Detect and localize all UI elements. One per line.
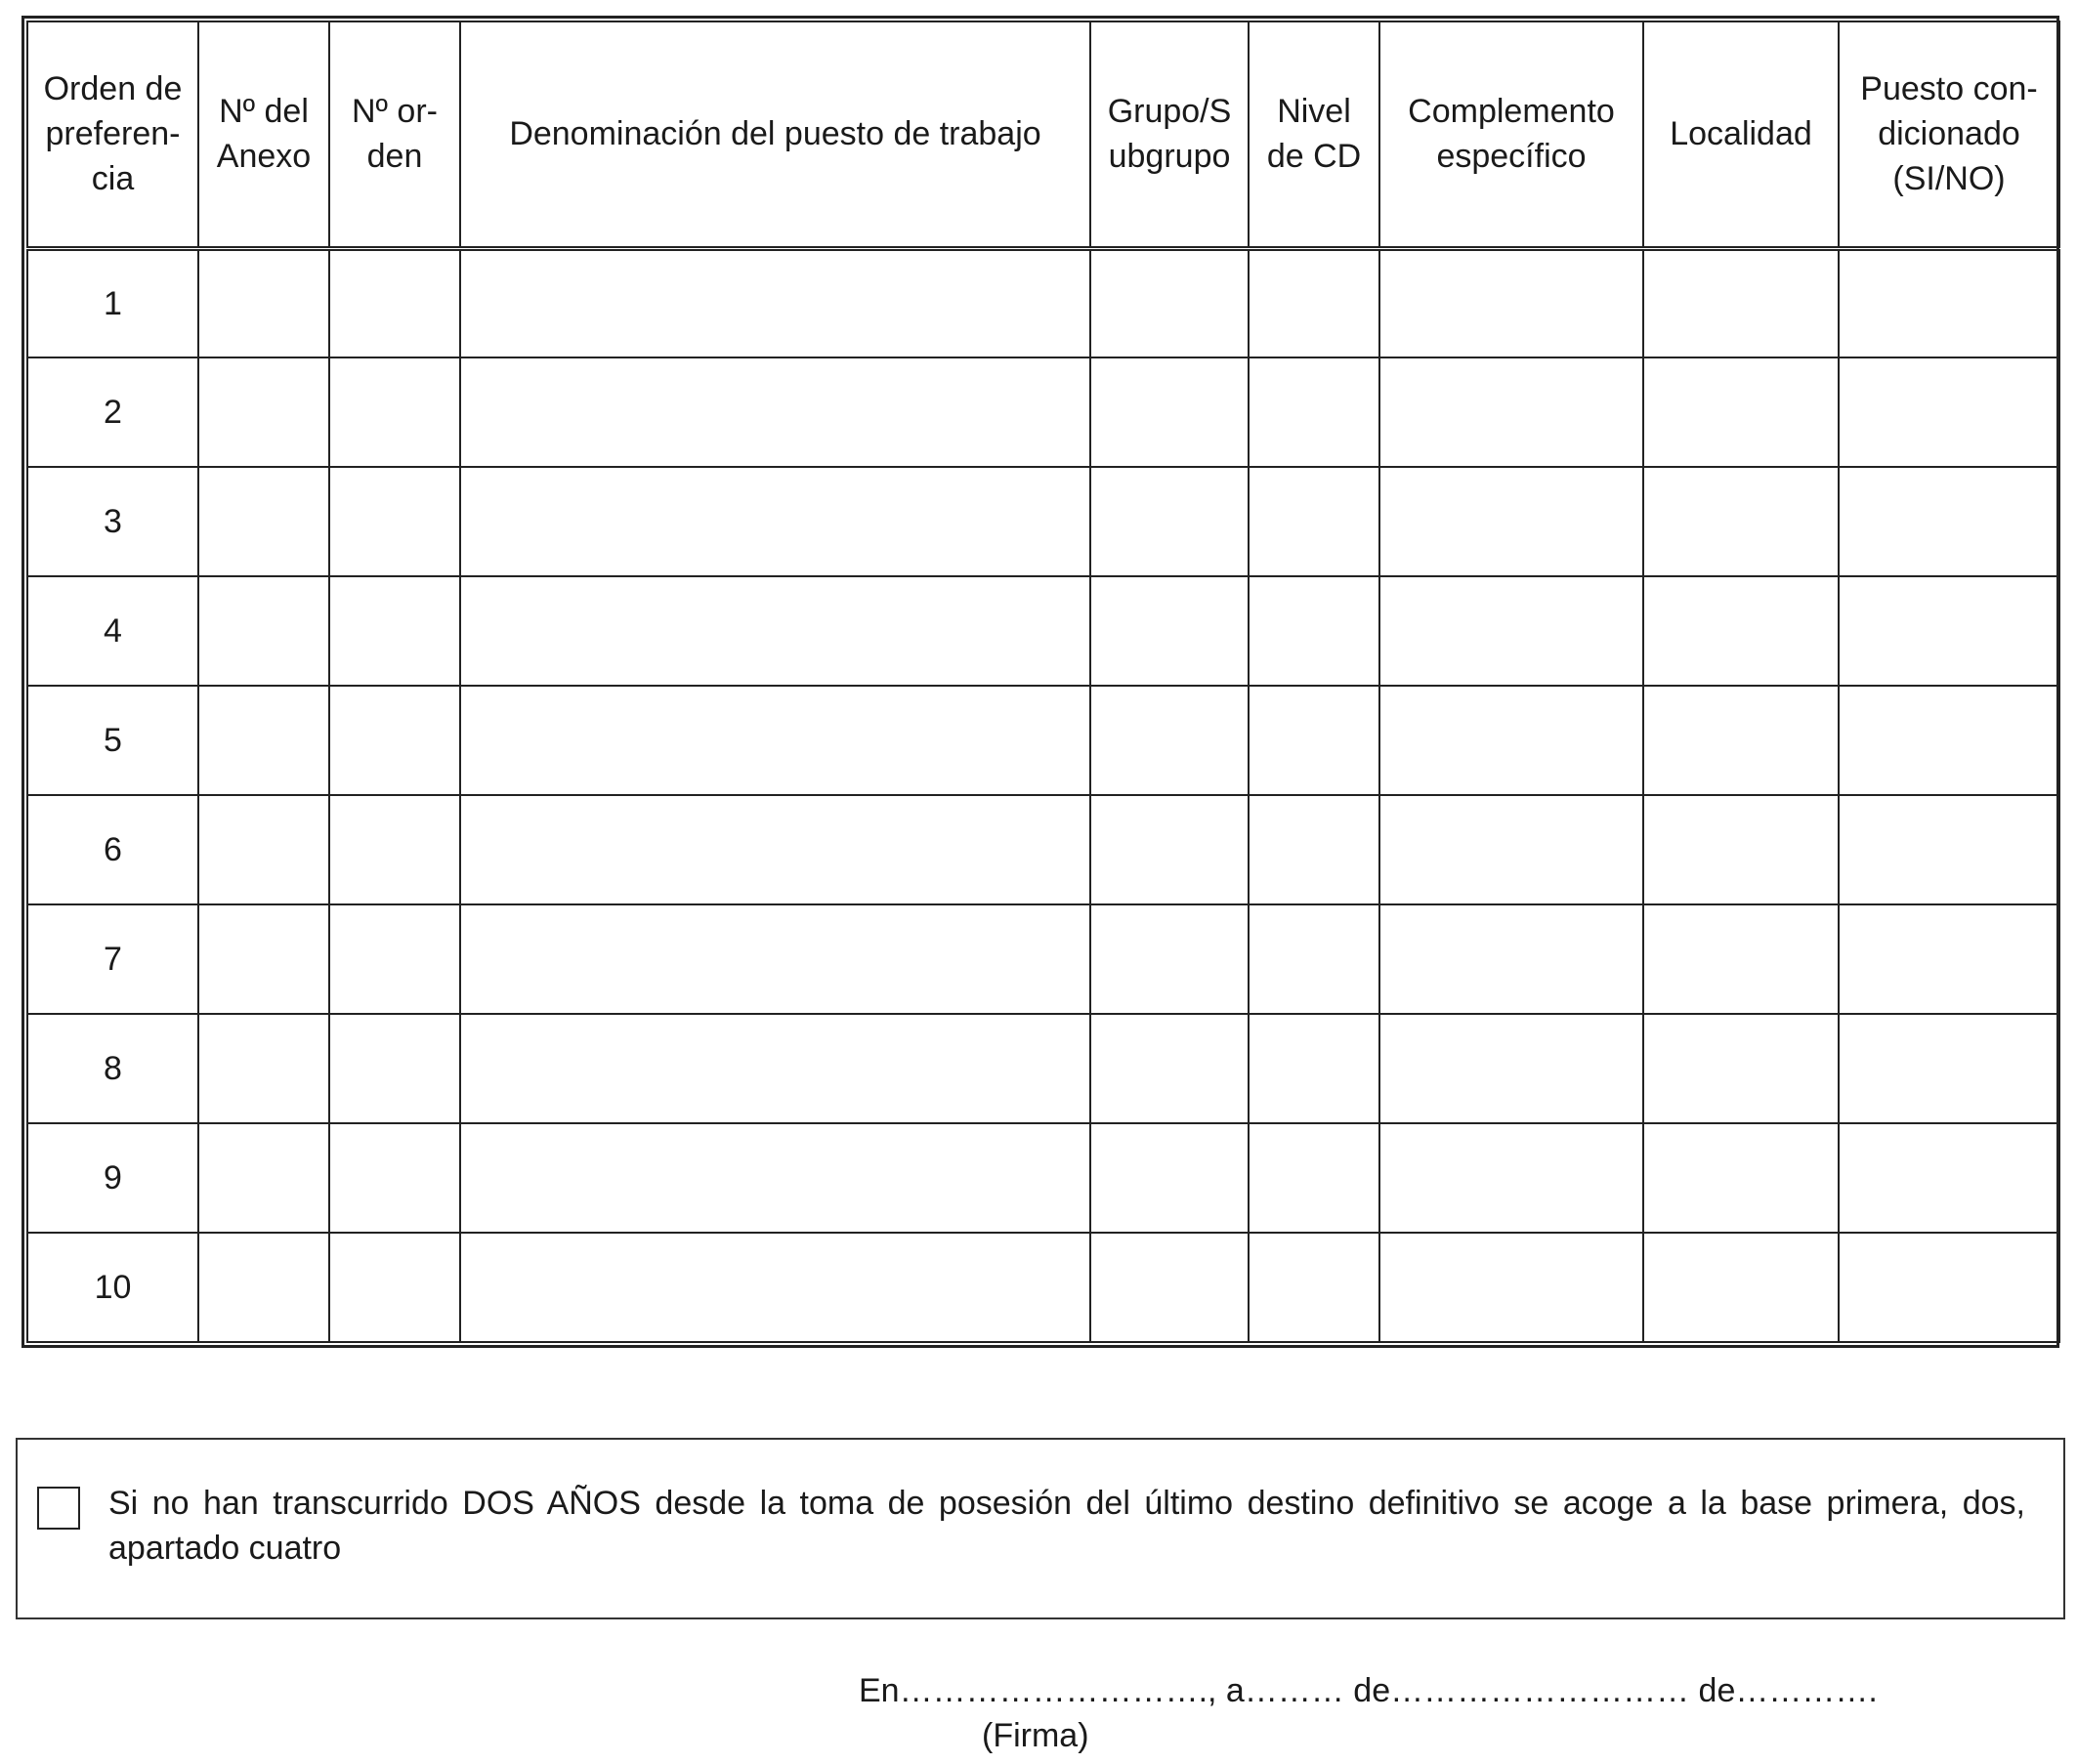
complemento-cell[interactable] xyxy=(1379,904,1643,1014)
row-order-number: 9 xyxy=(27,1123,198,1233)
row-order-number: 2 xyxy=(27,357,198,467)
preferences-table xyxy=(26,21,2060,1343)
row-order-number: 4 xyxy=(27,576,198,686)
table-row xyxy=(27,1233,2059,1342)
header-localidad xyxy=(1643,21,1839,248)
nivel-cell[interactable] xyxy=(1249,576,1379,686)
header-numero-anexo xyxy=(198,21,329,248)
num-orden-cell[interactable] xyxy=(329,357,460,467)
nivel-cell[interactable] xyxy=(1249,248,1379,357)
row-order-number: 3 xyxy=(27,467,198,576)
header-line: den xyxy=(366,138,423,176)
localidad-cell[interactable] xyxy=(1643,1123,1839,1233)
grupo-cell[interactable] xyxy=(1090,248,1249,357)
row-order-number: 6 xyxy=(27,795,198,904)
dos-anos-text: Si no han transcurrido DOS AÑOS desde la toma de posesión del último destino definitivo se acoge a la base primera, dos, apartado cuatro xyxy=(108,1485,2025,1567)
num-orden-cell[interactable] xyxy=(329,1233,460,1342)
num-orden-cell[interactable] xyxy=(329,248,460,357)
denominacion-cell[interactable] xyxy=(460,1233,1090,1342)
localidad-cell[interactable] xyxy=(1643,576,1839,686)
denominacion-cell[interactable] xyxy=(460,1014,1090,1123)
nivel-cell[interactable] xyxy=(1249,795,1379,904)
preferences-table-frame xyxy=(21,16,2059,1348)
complemento-cell[interactable] xyxy=(1379,1233,1643,1342)
localidad-cell[interactable] xyxy=(1643,357,1839,467)
anexo-cell[interactable] xyxy=(198,904,329,1014)
denominacion-cell[interactable] xyxy=(460,248,1090,357)
header-numero-orden xyxy=(329,21,460,248)
header-line: (SI/NO) xyxy=(1892,160,2006,198)
anexo-cell[interactable] xyxy=(198,357,329,467)
header-line: Grupo/S xyxy=(1107,93,1232,131)
header-denominacion-puesto xyxy=(460,21,1090,248)
denominacion-cell[interactable] xyxy=(460,686,1090,795)
anexo-cell[interactable] xyxy=(198,795,329,904)
row-order-number: 1 xyxy=(27,248,198,357)
header-line: cia xyxy=(91,160,135,198)
condicionado-cell[interactable] xyxy=(1839,467,2059,576)
grupo-cell[interactable] xyxy=(1090,467,1249,576)
header-line: Denominación del puesto de trabajo xyxy=(509,115,1041,153)
localidad-cell[interactable] xyxy=(1643,686,1839,795)
localidad-cell[interactable] xyxy=(1643,1014,1839,1123)
localidad-cell[interactable] xyxy=(1643,795,1839,904)
nivel-cell[interactable] xyxy=(1249,686,1379,795)
table-row xyxy=(27,686,2059,795)
header-line: Puesto con- xyxy=(1860,70,2038,108)
condicionado-cell[interactable] xyxy=(1839,248,2059,357)
complemento-cell[interactable] xyxy=(1379,576,1643,686)
complemento-cell[interactable] xyxy=(1379,1014,1643,1123)
condicionado-cell[interactable] xyxy=(1839,1014,2059,1123)
header-line: de CD xyxy=(1266,138,1362,176)
dos-anos-checkbox[interactable] xyxy=(37,1487,80,1530)
table-row xyxy=(27,248,2059,357)
localidad-cell[interactable] xyxy=(1643,467,1839,576)
num-orden-cell[interactable] xyxy=(329,467,460,576)
grupo-cell[interactable] xyxy=(1090,686,1249,795)
anexo-cell[interactable] xyxy=(198,1233,329,1342)
table-row xyxy=(27,904,2059,1014)
num-orden-cell[interactable] xyxy=(329,795,460,904)
anexo-cell[interactable] xyxy=(198,1014,329,1123)
header-grupo-subgrupo xyxy=(1090,21,1249,248)
complemento-cell[interactable] xyxy=(1379,467,1643,576)
anexo-cell[interactable] xyxy=(198,1123,329,1233)
row-order-number: 5 xyxy=(27,686,198,795)
grupo-cell[interactable] xyxy=(1090,1233,1249,1342)
grupo-cell[interactable] xyxy=(1090,1123,1249,1233)
header-line: Nº del xyxy=(219,93,309,131)
denominacion-cell[interactable] xyxy=(460,576,1090,686)
condicionado-cell[interactable] xyxy=(1839,795,2059,904)
nivel-cell[interactable] xyxy=(1249,904,1379,1014)
grupo-cell[interactable] xyxy=(1090,904,1249,1014)
header-line: Nivel xyxy=(1277,93,1351,131)
complemento-cell[interactable] xyxy=(1379,686,1643,795)
num-orden-cell[interactable] xyxy=(329,576,460,686)
table-row xyxy=(27,1123,2059,1233)
table-row xyxy=(27,467,2059,576)
header-puesto-condicionado xyxy=(1839,21,2059,248)
nivel-cell[interactable] xyxy=(1249,1233,1379,1342)
header-line: dicionado xyxy=(1878,115,2020,153)
grupo-cell[interactable] xyxy=(1090,1014,1249,1123)
row-order-number: 10 xyxy=(27,1233,198,1342)
localidad-cell[interactable] xyxy=(1643,248,1839,357)
nivel-cell[interactable] xyxy=(1249,1123,1379,1233)
condicionado-cell[interactable] xyxy=(1839,576,2059,686)
header-complemento-especifico xyxy=(1379,21,1643,248)
header-line: Nº or- xyxy=(352,93,438,131)
denominacion-cell[interactable] xyxy=(460,795,1090,904)
nivel-cell[interactable] xyxy=(1249,357,1379,467)
grupo-cell[interactable] xyxy=(1090,576,1249,686)
anexo-cell[interactable] xyxy=(198,467,329,576)
anexo-cell[interactable] xyxy=(198,576,329,686)
header-line: Complemento xyxy=(1408,93,1615,131)
header-line: Anexo xyxy=(216,138,312,176)
table-row xyxy=(27,357,2059,467)
anexo-cell[interactable] xyxy=(198,686,329,795)
complemento-cell[interactable] xyxy=(1379,357,1643,467)
nivel-cell[interactable] xyxy=(1249,467,1379,576)
header-line: Localidad xyxy=(1670,115,1812,153)
localidad-cell[interactable] xyxy=(1643,1233,1839,1342)
table-body xyxy=(27,248,2059,1342)
anexo-cell[interactable] xyxy=(198,248,329,357)
condicionado-cell[interactable] xyxy=(1839,1233,2059,1342)
header-line: preferen- xyxy=(45,115,181,153)
denominacion-cell[interactable] xyxy=(460,467,1090,576)
complemento-cell[interactable] xyxy=(1379,795,1643,904)
table-row xyxy=(27,795,2059,904)
num-orden-cell[interactable] xyxy=(329,686,460,795)
denominacion-cell[interactable] xyxy=(460,1123,1090,1233)
num-orden-cell[interactable] xyxy=(329,1123,460,1233)
grupo-cell[interactable] xyxy=(1090,357,1249,467)
place-date-line: En………………………., a……… de……………………… de…………. xyxy=(859,1672,1878,1709)
denominacion-cell[interactable] xyxy=(460,357,1090,467)
header-nivel-cd xyxy=(1249,21,1379,248)
table-row xyxy=(27,576,2059,686)
condicionado-cell[interactable] xyxy=(1839,1123,2059,1233)
header-orden-preferencia xyxy=(27,21,198,248)
condicionado-cell[interactable] xyxy=(1839,686,2059,795)
header-line: ubgrupo xyxy=(1108,138,1231,176)
row-order-number: 8 xyxy=(27,1014,198,1123)
condicionado-cell[interactable] xyxy=(1839,904,2059,1014)
num-orden-cell[interactable] xyxy=(329,904,460,1014)
row-order-number: 7 xyxy=(27,904,198,1014)
table-header-row xyxy=(27,21,2059,248)
num-orden-cell[interactable] xyxy=(329,1014,460,1123)
dos-anos-panel xyxy=(16,1438,2065,1619)
condicionado-cell[interactable] xyxy=(1839,357,2059,467)
complemento-cell[interactable] xyxy=(1379,248,1643,357)
complemento-cell[interactable] xyxy=(1379,1123,1643,1233)
table-row xyxy=(27,1014,2059,1123)
denominacion-cell[interactable] xyxy=(460,904,1090,1014)
signature-label: (Firma) xyxy=(982,1717,1089,1754)
header-line: Orden de xyxy=(43,70,183,108)
localidad-cell[interactable] xyxy=(1643,904,1839,1014)
nivel-cell[interactable] xyxy=(1249,1014,1379,1123)
header-line: específico xyxy=(1436,138,1587,176)
grupo-cell[interactable] xyxy=(1090,795,1249,904)
